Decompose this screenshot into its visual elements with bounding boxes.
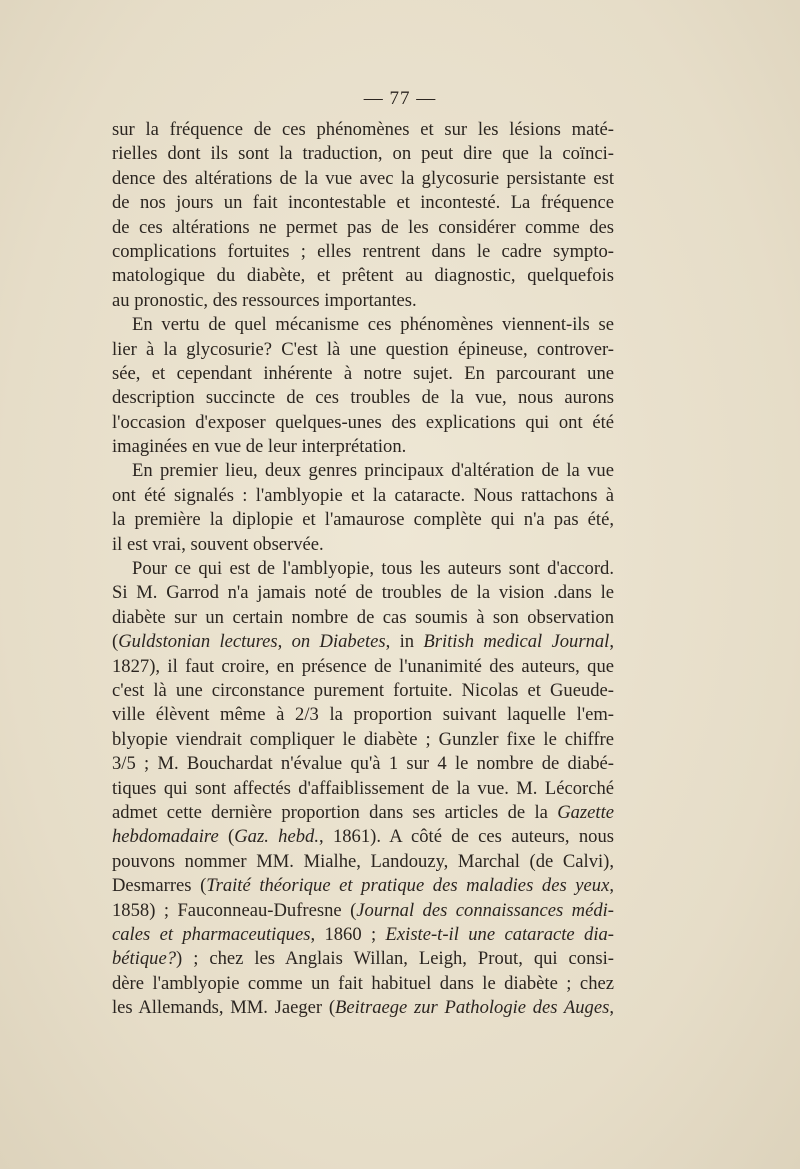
text-run: , — [609, 997, 614, 1019]
text-line — [112, 703, 614, 727]
text-run: tiques qui sont affectés d'affaiblissement de la vue. M. Lécorché — [112, 777, 614, 799]
text-run: diabète sur un certain nombre de cas soumis à son observation — [112, 606, 614, 628]
italic-text: Journal des connaissances médi- — [356, 899, 614, 921]
italic-text: British medical Journal — [423, 631, 610, 653]
italic-text: on Diabetes — [291, 631, 386, 653]
text-line — [112, 142, 614, 166]
text-run: ( — [218, 826, 235, 848]
text-line — [112, 459, 614, 483]
italic-text: Guldstonian lectures — [118, 631, 278, 653]
italic-text: bétique? — [112, 948, 177, 970]
text-run: , — [609, 875, 614, 897]
text-run: dence des altérations de la vue avec la glycosurie persistante est — [112, 167, 614, 189]
text-line — [112, 191, 614, 215]
text-run: description succincte de ces troubles de la vue, nous aurons — [112, 387, 614, 409]
page-number: — 77 — — [363, 88, 437, 109]
text-line — [112, 728, 614, 752]
text-run: 1858) ; Fauconneau-Dufresne ( — [112, 899, 357, 921]
text-run: , 1860 ; — [310, 923, 386, 945]
text-line — [112, 216, 614, 240]
italic-text: Beitraege zur Pathologie des Auges — [335, 997, 610, 1019]
text-line — [112, 557, 614, 581]
text-run: imaginées en vue de leur interprétation. — [112, 436, 407, 458]
text-line — [112, 972, 614, 996]
text-run: les Allemands, MM. Jaeger ( — [112, 997, 336, 1019]
text-run: ont été signalés : l'amblyopie et la cataracte. Nous rattachons à — [112, 484, 614, 506]
text-line — [112, 874, 614, 898]
text-run: au pronostic, des ressources importantes. — [112, 289, 417, 311]
text-line — [112, 606, 614, 630]
text-line — [112, 484, 614, 508]
text-run: la première la diplopie et l'amaurose complète qui n'a pas été, — [112, 509, 614, 531]
text-run: matologique du diabète, et prêtent au diagnostic, quelquefois — [112, 265, 614, 287]
text-run: , 1861). A côté de ces auteurs, nous — [318, 826, 614, 848]
text-line — [112, 362, 614, 386]
text-run: sur la fréquence de ces phénomènes et sur les lésions maté- — [112, 119, 614, 140]
text-line — [112, 801, 614, 825]
text-run: lier à la glycosurie? C'est là une question épineuse, controver- — [112, 338, 614, 360]
text-line — [112, 240, 614, 264]
text-line — [112, 289, 614, 313]
text-run: de nos jours un fait incontestable et incontesté. La fréquence — [112, 192, 614, 214]
text-line — [112, 264, 614, 288]
text-run: , — [609, 631, 614, 653]
text-line — [112, 825, 614, 849]
text-line — [112, 118, 614, 142]
text-run: rielles dont ils sont la traduction, on peut dire que la coïnci- — [112, 143, 614, 165]
text-line — [112, 752, 614, 776]
text-run: 1827), il faut croire, en présence de l'unanimité des auteurs, que — [112, 655, 614, 677]
text-run: sée, et cependant inhérente à notre sujet. En parcourant une — [112, 362, 614, 384]
text-run: blyopie viendrait compliquer le diabète ; Gunzler fixe le chiffre — [112, 728, 614, 750]
text-line — [112, 850, 614, 874]
text-run: Si M. Garrod n'a jamais noté de troubles de la vision .dans le — [112, 582, 614, 604]
text-run: En vertu de quel mécanisme ces phénomènes viennent-ils se — [132, 314, 614, 336]
text-line — [112, 533, 614, 557]
italic-text: Gaz. hebd. — [234, 826, 319, 848]
text-run: dère l'amblyopie comme un fait habituel dans le diabète ; chez — [112, 972, 614, 994]
italic-text: Gazette — [557, 801, 614, 823]
text-line — [112, 313, 614, 337]
text-line — [112, 338, 614, 362]
italic-text: Existe-t-il une cataracte dia- — [385, 923, 614, 945]
text-line — [112, 777, 614, 801]
text-run: , — [277, 631, 292, 653]
text-run: ( — [112, 631, 119, 653]
text-run: pouvons nommer MM. Mialhe, Landouzy, Marchal (de Calvi), — [112, 850, 614, 872]
text-line — [112, 411, 614, 435]
text-line — [112, 947, 614, 971]
italic-text: hebdomadaire — [112, 826, 219, 848]
text-line — [112, 386, 614, 410]
text-line — [112, 581, 614, 605]
italic-text: Traité théorique et pratique des maladies des yeux — [206, 875, 610, 897]
italic-text: cales et pharmaceutiques — [112, 923, 311, 945]
text-run: c'est là une circonstance purement fortuite. Nicolas et Gueude- — [112, 679, 614, 701]
text-line — [112, 996, 614, 1020]
text-run: l'occasion d'exposer quelques-unes des explications qui ont été — [112, 411, 614, 433]
text-line — [112, 655, 614, 679]
text-line — [112, 508, 614, 532]
text-run: il est vrai, souvent observée. — [112, 533, 324, 555]
text-run: 3/5 ; M. Bouchardat n'évalue qu'à 1 sur 4 le nombre de diabé- — [112, 753, 614, 775]
text-line — [112, 679, 614, 703]
text-run: complications fortuites ; elles rentrent dans le cadre sympto- — [112, 240, 614, 262]
text-run: En premier lieu, deux genres principaux d'altération de la vue — [132, 460, 614, 482]
text-run: Desmarres ( — [112, 875, 207, 897]
text-run: ) ; chez les Anglais Willan, Leigh, Prout, qui consi- — [176, 948, 614, 970]
body-text — [112, 118, 614, 1020]
text-line — [112, 899, 614, 923]
text-run: ville élèvent même à 2/3 la proportion suivant laquelle l'em- — [112, 704, 614, 726]
text-run: , in — [385, 631, 424, 653]
text-line — [112, 167, 614, 191]
text-run: de ces altérations ne permet pas de les considérer comme des — [112, 216, 614, 238]
text-line — [112, 435, 614, 459]
text-line — [112, 630, 614, 654]
text-run: admet cette dernière proportion dans ses articles de la — [112, 801, 558, 823]
text-run: Pour ce qui est de l'amblyopie, tous les auteurs sont d'accord. — [132, 558, 614, 580]
text-line — [112, 923, 614, 947]
